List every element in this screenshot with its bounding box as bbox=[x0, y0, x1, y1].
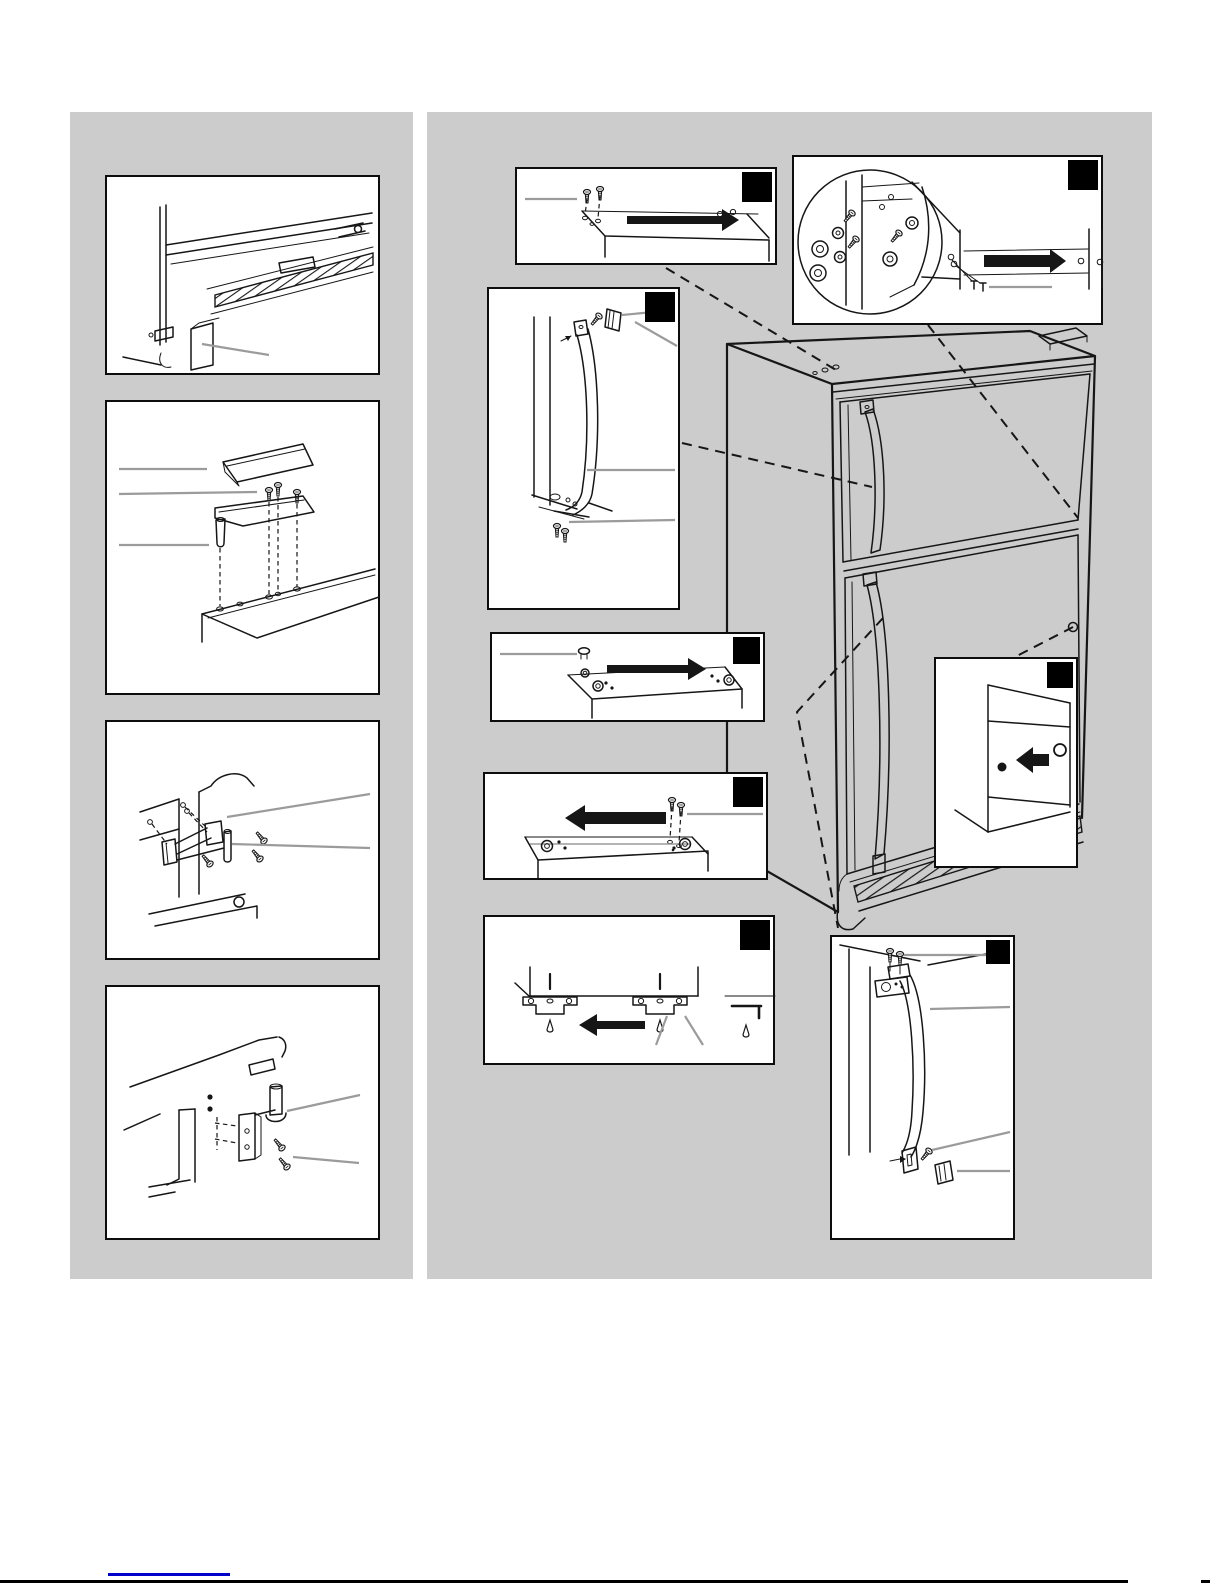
figure-cabinet-top-screws bbox=[515, 167, 777, 265]
door-side-plug-drawing bbox=[936, 659, 1076, 866]
step-marker bbox=[740, 920, 770, 950]
left-arrow bbox=[1016, 747, 1049, 773]
refrigerator-handle bbox=[863, 572, 889, 874]
left-diagram-panel bbox=[70, 112, 413, 1279]
handle bbox=[875, 964, 925, 1157]
screw-holes-and-dashes bbox=[148, 803, 207, 844]
freezer-handle-drawing bbox=[489, 289, 678, 608]
door-top-plate bbox=[568, 667, 742, 718]
door-side-panel bbox=[955, 685, 1070, 832]
door-top-plate bbox=[525, 837, 708, 878]
figure-center-hinge bbox=[105, 720, 380, 960]
bottom-hinge-drawing bbox=[107, 987, 378, 1238]
trim-and-cap bbox=[890, 1147, 953, 1184]
left-arrow bbox=[565, 805, 666, 831]
magnifier-pointer-bottom bbox=[922, 277, 960, 279]
freezer-handle bbox=[860, 400, 884, 553]
hinge-screws bbox=[200, 830, 268, 868]
figure-base-grille bbox=[105, 175, 380, 375]
step-marker bbox=[733, 777, 763, 807]
door-bottom-edge bbox=[515, 967, 698, 997]
center-hinge-assembly bbox=[162, 821, 231, 865]
figure-door-top-screws bbox=[483, 772, 768, 880]
refrigerator-handle-drawing bbox=[832, 937, 1013, 1238]
figure-door-side-plug bbox=[934, 657, 1078, 868]
page-bottom-rule-tick bbox=[1201, 1580, 1210, 1583]
top-hinge-parts-drawing bbox=[107, 402, 378, 693]
door-and-cabinet-edges bbox=[140, 774, 257, 926]
step-marker bbox=[1068, 160, 1098, 190]
figure-bottom-hinge bbox=[105, 985, 380, 1240]
plug-button bbox=[579, 648, 590, 677]
cabinet-top-corner bbox=[202, 569, 379, 642]
hinge-screws bbox=[272, 1137, 291, 1171]
figure-freezer-handle bbox=[487, 287, 680, 610]
cabinet-top-screws-drawing bbox=[517, 169, 775, 263]
door-edge bbox=[532, 317, 612, 519]
left-arrow bbox=[579, 1014, 645, 1036]
figure-top-hinge-parts bbox=[105, 400, 380, 695]
top-hinge-plate bbox=[215, 496, 314, 547]
alignment-dashes bbox=[220, 497, 297, 606]
footer-link-underline[interactable] bbox=[108, 1573, 230, 1576]
base-grille-drawing bbox=[107, 177, 378, 373]
right-arrow bbox=[984, 249, 1066, 273]
corner-bracket bbox=[725, 996, 775, 1037]
magnifier-pointer-top bbox=[912, 182, 960, 233]
step-marker bbox=[733, 637, 760, 664]
top-hinge-magnifier-drawing bbox=[794, 157, 1101, 323]
handle-screws bbox=[554, 524, 569, 543]
figure-door-bottom-hinges bbox=[483, 915, 775, 1065]
step-marker bbox=[1047, 662, 1073, 688]
open-hole bbox=[1054, 744, 1066, 756]
step-marker bbox=[742, 172, 772, 202]
right-diagram-panel bbox=[427, 112, 1152, 1279]
door-top-screws-drawing bbox=[485, 774, 766, 878]
filled-hole bbox=[998, 763, 1007, 772]
right-arrow bbox=[607, 658, 706, 680]
hinge-plate-left bbox=[523, 997, 577, 1032]
door-top-plug-drawing bbox=[492, 634, 763, 720]
screw-holes bbox=[207, 1094, 237, 1150]
door-bottom-hinges-drawing bbox=[485, 917, 773, 1063]
figure-door-top-plug bbox=[490, 632, 765, 722]
center-hinge-drawing bbox=[107, 722, 378, 958]
step-marker bbox=[645, 292, 675, 322]
step-marker bbox=[986, 940, 1010, 964]
figure-refrigerator-handle bbox=[830, 935, 1015, 1240]
page-bottom-rule bbox=[0, 1580, 1128, 1583]
figure-top-hinge-magnifier bbox=[792, 155, 1103, 325]
handle bbox=[566, 320, 598, 515]
hinge-cover bbox=[223, 444, 313, 486]
hinge-detail bbox=[810, 175, 929, 309]
fridge-bottom-front bbox=[123, 205, 373, 370]
trim-cap-and-screw bbox=[561, 309, 621, 341]
